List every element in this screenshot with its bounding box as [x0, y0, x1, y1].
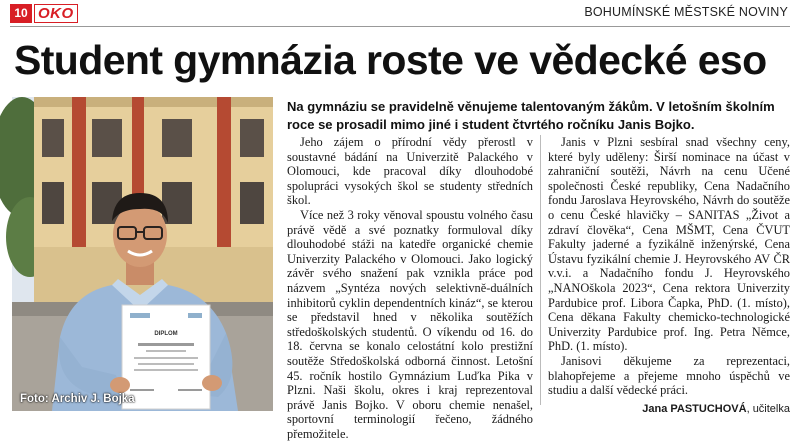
header-divider: [10, 26, 790, 27]
column-divider: [540, 135, 541, 405]
newspaper-logo: [34, 4, 78, 23]
paragraph: Více než 3 roky věnoval spoustu volného času právě vědě a své poznatky formuloval díky dlouhodobé stáži na katedře organické chemie Univerzity Palackého v Olomouci. Jako logický závěr svého snažení pak vznikla práce pod názvem „Syntéza nových selektivně-duálních inhibitorů cyklin dependentních kináz“, se kterou se představil hned v několika soutěžích středoškolských studentů. O víkendu od 16. do 18. června se konalo celostátní kolo prestižní soutěže Středoškolská odborná činnost. Letošní 45. ročník hostilo Gymnázium Luďka Pika v Plzni. Naši školu, okres i kraj reprezentoval právě Janis Bojko. V oboru chemie nenašel, sportovní terminologií řečeno, žádného přemožitele.: [287, 207, 533, 441]
article-column-2: [548, 135, 790, 416]
paragraph: Janis v Plzni sesbíral snad všechny ceny, které byly uděleny: Širší nominace na účast v zahraniční soutěži, Návrh na cenu Učené společnosti České republiky, Cena Nadačního fondu Jaroslava Heyrovského, Návrh do soutěže o cenu České hlavičky – SANITAS „Život a zdraví člověka“, Cena MŠMT, Cena ČVUT Fakulty jaderné a fyzikálně inženýrské, Cena Ústavu fyzikální chemie J. Heyrovského AV ČR v.v.i. a Nadačního fondu J. Heyrovského „NANOškola 2023“, Cena rektora Univerzity Pardubice prof. Libora Čapka, PhD. (1. místo), Cena děkana Fakulty chemicko-technologické Univerzity Pardubice prof. Ing. Petra Němce, PhD. (1. místo).: [548, 135, 790, 354]
author-role: , učitelka: [746, 402, 790, 415]
article-headline: Student gymnázia roste ve vědecké eso: [14, 37, 767, 83]
publication-name: BOHUMÍNSKÉ MĚSTSKÉ NOVINY: [584, 5, 788, 19]
logo-text: OKO: [34, 4, 78, 23]
diploma: [122, 305, 210, 409]
page-number: 10: [10, 4, 32, 23]
student-with-diploma-image: [12, 97, 273, 411]
page-header: [0, 0, 800, 26]
article-photo: [12, 97, 273, 411]
article-lead: Na gymnáziu se pravidelně věnujeme talentovaným žákům. V letošním školním roce se prosadil mimo jiné i student čtvrtého ročníku Janis Bojko.: [287, 99, 775, 132]
article-column-1: [287, 135, 533, 441]
diploma-title: DIPLOM: [154, 331, 178, 337]
photo-credit: Foto: Archiv J. Bojka: [20, 393, 135, 405]
author-signature: [548, 402, 790, 417]
paragraph: Janisovi děkujeme za reprezentaci, blahopřejeme a přejeme mnoho úspěchů ve studiu a další vědecké práci.: [548, 353, 790, 398]
paragraph: Jeho zájem o přírodní vědy přerostl v soustavné bádání na Univerzitě Palackého v Olomouci, kde pracoval díky dlouhodobé spolupráci vysokých škol se studenty středních škol.: [287, 135, 533, 208]
author-name: Jana PASTUCHOVÁ: [642, 402, 747, 415]
